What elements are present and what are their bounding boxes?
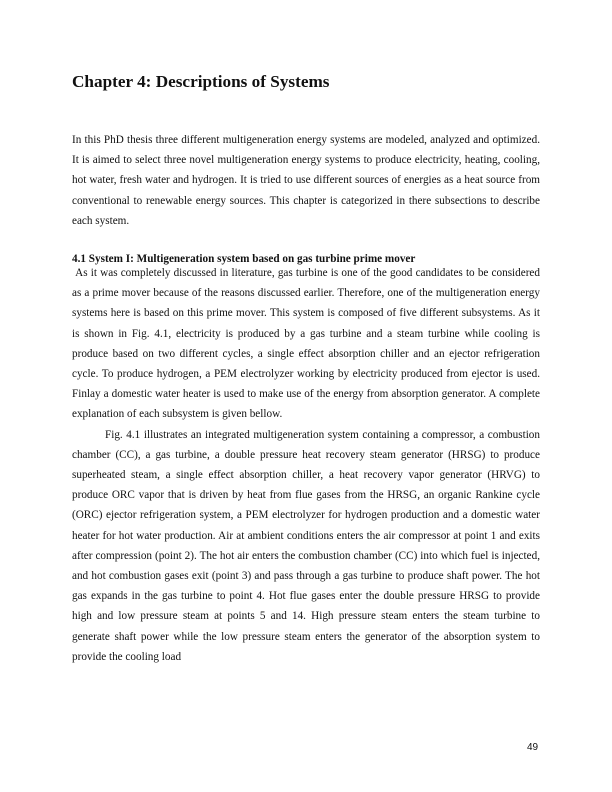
body-paragraph: Fig. 4.1 illustrates an integrated multigeneration system containing a compressor, a combustion chamber (CC), a gas turbine, a double pressure heat recovery steam generator (HRSG) to produce superheated steam, a single effect absorption chiller, a heat recovery vapor generator (HRVG) to produce ORC vapor that is driven by heat from flue gases from the HRSG, an organic Rankine cycle (ORC) ejector refrigeration system, a PEM electrolyzer for hydrogen production and a domestic water heater for hot water production. Air at ambient conditions enters the air compressor at point 1 and exits after compression (point 2). The hot air enters the combustion chamber (CC) into which fuel is injected, and hot combustion gases exit (point 3) and pass through a gas turbine to produce shaft power. The hot gas expands in the gas turbine to point 4. Hot flue gases enter the double pressure HRSG to provide high and low pressure steam at points 5 and 14. High pressure steam enters the steam turbine to generate shaft power while the low pressure steam enters the generator of the absorption system to provide the cooling load [72, 428, 540, 663]
chapter-title: Chapter 4: Descriptions of Systems [72, 72, 330, 91]
section-heading: 4.1 System I: Multigeneration system based on gas turbine prime mover [72, 253, 416, 265]
intro-paragraph: In this PhD thesis three different multigeneration energy systems are modeled, analyzed and optimized. It is aimed to select three novel multigeneration energy systems to produce electricity, heating, cooling, hot water, fresh water and hydrogen. It is tried to use different sources of energies as a heat source from conventional to renewable energy sources. This chapter is categorized in there subsections to describe each system. [72, 134, 540, 227]
page-number: 49 [527, 742, 539, 753]
section-body [72, 263, 543, 667]
body-paragraph: As it was completely discussed in literature, gas turbine is one of the good candidates to be considered as a prime mover because of the reasons discussed earlier. Therefore, one of the multigeneration energy systems here is based on this prime mover. This system is composed of five different subsystems. As it is shown in Fig. 4.1, electricity is produced by a gas turbine and a steam turbine while cooling is produce based on two different cycles, a single effect absorption chiller and an ejector refrigeration cycle. To produce hydrogen, a PEM electrolyzer working by electricity produced from ejector is used. Finlay a domestic water heater is used to make use of the energy from absorption generator. A complete explanation of each subsystem is given bellow. [72, 267, 543, 421]
